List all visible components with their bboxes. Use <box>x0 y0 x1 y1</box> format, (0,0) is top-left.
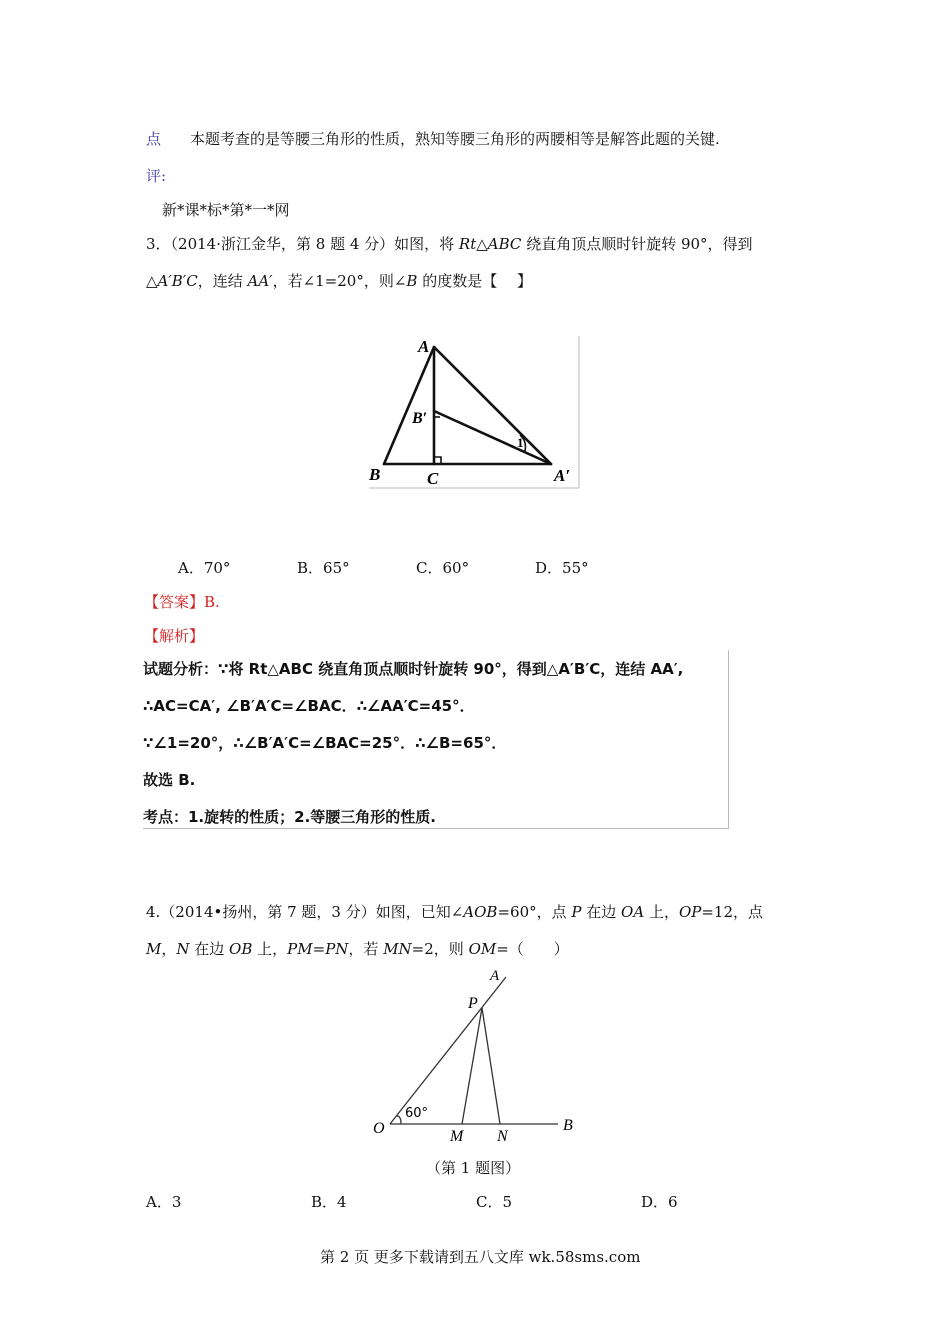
q3-label-C: C <box>427 469 439 488</box>
review-text: 本题考查的是等腰三角形的性质，熟知等腰三角形的两腰相等是解答此题的关键. <box>190 130 720 148</box>
q4-option-d: D．6 <box>641 1193 678 1211</box>
q4-label-B: B <box>563 1117 573 1134</box>
q3-analysis-line-1: 试题分析：∵将 Rt△ABC 绕直角顶点顺时针旋转 90°，得到△A′B′C，连结 AA′, <box>143 660 684 678</box>
watermark-line: 新*课*标*第*一*网 <box>162 201 290 219</box>
q4-label-A: A <box>490 968 500 984</box>
review-label-bottom: 评: <box>146 167 167 185</box>
q3-analysis-line-5: 考点：1.旋转的性质；2.等腰三角形的性质. <box>143 808 436 826</box>
q4-option-c: C．5 <box>476 1193 513 1211</box>
q4-label-O: O <box>373 1120 385 1137</box>
q4-line1: 4.（2014•扬州，第 7 题，3 分）如图，已知∠AOB=60°，点 P 在边 OA 上，OP=12，点 <box>146 903 763 921</box>
review-label-top: 点 <box>146 130 162 148</box>
q3-label-B: B <box>369 465 381 484</box>
q3-analysis-box <box>143 650 729 829</box>
q3-label-A: A <box>418 337 430 356</box>
q3-option-b: B．65° <box>297 559 350 577</box>
q3-answer: 【答案】B. <box>144 593 220 611</box>
q3-edge-AB <box>384 347 434 464</box>
q4-label-M: M <box>450 1128 464 1145</box>
q3-analysis-title: 【解析】 <box>144 627 205 645</box>
q3-line1: 3．（2014·浙江金华，第 8 题 4 分）如图，将 Rt△ABC 绕直角顶点顺时针旋转 90°，得到 <box>146 235 753 253</box>
q3-triangle-figure <box>365 333 583 493</box>
q3-label-B-prime: B′ <box>412 410 428 427</box>
q4-option-b: B．4 <box>311 1193 347 1211</box>
q3-edge-B-prime-A-prime <box>434 411 551 464</box>
q3-option-a: A．70° <box>178 559 231 577</box>
q4-label-N: N <box>497 1128 508 1145</box>
q3-analysis-line-4: 故选 B. <box>143 771 196 789</box>
q4-angle-arc <box>396 1116 401 1124</box>
q3-label-A-prime: A′ <box>554 466 571 485</box>
page-footer: 第 2 页 更多下载请到五八文库 wk.58sms.com <box>320 1248 641 1266</box>
q4-angle-figure <box>368 963 582 1148</box>
q4-option-a: A．3 <box>146 1193 182 1211</box>
q4-label-angle: 60° <box>405 1106 429 1121</box>
q3-edge-AA-prime <box>434 347 551 464</box>
q4-figure-caption: （第 1 题图） <box>426 1159 521 1177</box>
q4-segment-PM <box>462 1008 482 1124</box>
q3-line2: △A′B′C，连结 AA′，若∠1=20°，则∠B 的度数是【 】 <box>146 272 532 290</box>
q4-line2: M，N 在边 OB 上，PM=PN，若 MN=2，则 OM=（ ） <box>146 940 569 958</box>
q3-option-c: C．60° <box>416 559 470 577</box>
q3-option-d: D．55° <box>535 559 589 577</box>
q4-segment-PN <box>482 1008 500 1124</box>
q3-analysis-line-2: ∴AC=CA′, ∠B′A′C=∠BAC．∴∠AA′C=45°． <box>143 697 475 715</box>
q3-label-angle-1: 1 <box>517 435 524 450</box>
q3-analysis-line-3: ∵∠1=20°，∴∠B′A′C=∠BAC=25°．∴∠B=65°． <box>143 734 507 752</box>
q4-label-P: P <box>468 995 478 1012</box>
